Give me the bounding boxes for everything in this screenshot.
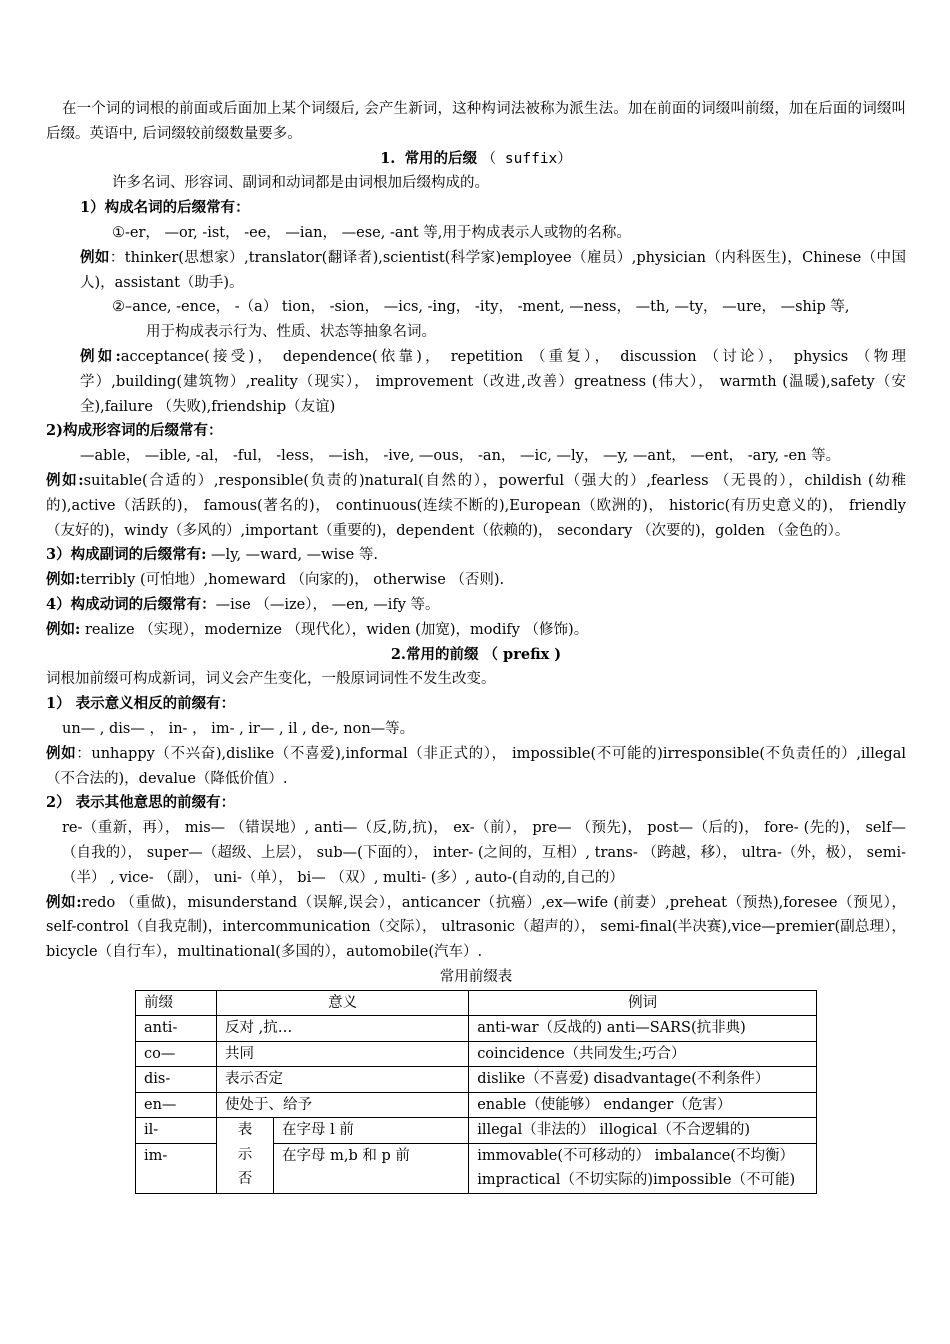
row-meaning: 使处于、给予: [217, 1092, 469, 1118]
document-page: [46, 97, 906, 1194]
noun-suffix-heading: 1）构成名词的后缀常有：: [80, 199, 250, 217]
row-prefix: anti-: [136, 1016, 217, 1042]
table-row: [136, 1092, 817, 1118]
row-examples: anti-war（反战的) anti—SARS(抗非典): [469, 1016, 817, 1042]
row-meaning: 表示否定: [217, 1067, 469, 1093]
adv-suffix-list: —ly, —ward, —wise 等.: [206, 547, 378, 564]
neg-prefix-heading: 1） 表示意义相反的前缀有：: [46, 695, 236, 713]
neg-example: [46, 742, 906, 792]
neg-example-label: 例如: [46, 744, 77, 762]
verb-suffix-list: —ise （—ize）， —en, —ify 等。: [215, 596, 440, 613]
table-header-row: [136, 990, 817, 1016]
section1-title-en: （ suffix）: [481, 150, 572, 167]
table-row: [136, 1041, 817, 1067]
noun-example2: [46, 345, 906, 419]
noun-example2-text: acceptance(接受)， dependence(依靠)， repetition （重复）， discussion （讨论）， physics （物理学）,building(建筑物）,reality（现实）， improvement（改进,改善）greatness (伟大）， warmth (温暖),safety（安全),failure （失败),friendship（友谊): [80, 348, 906, 415]
row-prefix: dis-: [136, 1067, 217, 1093]
row-meaning-negation: [217, 1118, 274, 1194]
noun-suffix-group2: ②–ance, -ence， -（a） tion， -sion， —ics, -ing， -ity， -ment, —ness， —th, —ty， —ure， —ship 等,: [112, 299, 850, 316]
noun-example2-label: 例如:: [80, 347, 121, 365]
verb-example: [46, 618, 906, 643]
adj-example: [46, 469, 906, 543]
header-meaning: 意义: [217, 990, 469, 1016]
row-examples: coincidence（共同发生;巧合）: [469, 1041, 817, 1067]
row-condition: 在字母 m,b 和 p 前: [274, 1143, 469, 1193]
row-examples: [469, 1143, 817, 1193]
header-examples: 例词: [469, 990, 817, 1016]
verb-suffix-heading: 4）构成动词的后缀常有：: [46, 595, 216, 613]
other-example-text: redo （重做)，misunderstand（误解,误会），anticancer（抗癌）,ex—wife (前妻）,preheat（预热),foresee（预见）， self-control（自我克制)，intercommunication（交际）， ultrasonic（超声的）， semi-final(半决赛),vice—premier(副总理），bicycle（自行车），multinational(多国的），automobile(汽车）.: [46, 894, 906, 961]
noun-suffix-group2-cont: 用于构成表示行为、性质、状态等抽象名词。: [146, 324, 436, 341]
noun-example1-label: 例如: [80, 248, 110, 266]
adj-example-label: 例如:: [46, 471, 84, 489]
row-prefix: en—: [136, 1092, 217, 1118]
row-meaning: 反对 ,抗…: [217, 1016, 469, 1042]
section1-title: [46, 147, 906, 172]
adv-example-text: terribly (可怕地）,homeward （向家的)， otherwise （否则).: [80, 572, 505, 589]
section1-title-num: 1.: [380, 149, 396, 167]
adv-example-label: 例如:: [46, 571, 81, 589]
adv-example: [46, 568, 906, 593]
row-prefix: il-: [136, 1118, 217, 1144]
adv-suffix-heading: 3）构成副词的后缀常有:: [46, 546, 207, 564]
row-examples: illegal（非法的） illogical（不合逻辑的): [469, 1118, 817, 1144]
row-examples: enable（使能够） endanger（危害）: [469, 1092, 817, 1118]
other-prefix-list: re-（重新，再）， mis— （错误地）, anti—（反,防,抗)， ex-（前）， pre— （预先)， post—（后的)， fore- (先的)， self—（自我的）， super—（超级、上层）， sub—(下面的）， inter- (之间的，互相）, trans- （跨越，移）， ultra-（外，极）， semi-（半） , vice- （副）， uni-（单）， bi— （双）, multi- (多）, auto-(自动的,自己的）: [62, 820, 906, 886]
noun-example1-text: ：thinker(思想家）,translator(翻译者),scientist(科学家)employee（雇员）,physician（内科医生)，Chinese（中国人)，assistant（助手)。: [80, 249, 906, 291]
verb-suffix-line: [46, 593, 906, 618]
neg-char: 否: [237, 1171, 253, 1188]
adv-suffix-line: [46, 543, 906, 568]
other-example-label: 例如:: [46, 893, 82, 911]
row-examples: dislike（不喜爱) disadvantage(不利条件）: [469, 1067, 817, 1093]
row-prefix: im-: [136, 1143, 217, 1193]
section1-title-cn: 常用的后缀: [404, 149, 478, 167]
neg-example-text: ：unhappy（不兴奋),dislike（不喜爱),informal（非正式的）， impossible(不可能的)irresponsible(不负责任的）,illegal（不合法的)，devalue（降低价值）.: [46, 745, 906, 787]
section2-summary: 词根加前缀可构成新词，词义会产生变化，一般原词词性不发生改变。: [46, 671, 496, 688]
row-meaning: 共同: [217, 1041, 469, 1067]
verb-example-text: realize （实现），modernize （现代化），widen (加宽)，modify （修饰)。: [80, 621, 589, 638]
prefix-table: [135, 990, 817, 1194]
header-prefix: 前缀: [136, 990, 217, 1016]
table-row: [136, 1067, 817, 1093]
section2-title: 2.常用的前缀 （ prefix ): [390, 645, 562, 663]
other-prefix-heading: 2） 表示其他意思的前缀有：: [46, 794, 236, 812]
table-row: [136, 1016, 817, 1042]
row-condition: 在字母 l 前: [274, 1118, 469, 1144]
row-examples-line: immovable(不可移动的） imbalance(不均衡）: [477, 1147, 794, 1164]
intro-paragraph: 在一个词的词根的前面或后面加上某个词缀后, 会产生新词，这种构词法被称为派生法。加在前面的词缀叫前缀，加在后面的词缀叫后缀。英语中, 后词缀较前缀数量要多。: [46, 101, 906, 142]
table-caption: 常用前缀表: [439, 968, 513, 985]
other-example: [46, 891, 906, 965]
noun-example1: [46, 246, 906, 296]
neg-prefix-list: un— , dis— ， in- ， im- , ir— , il , de-, non—等。: [62, 720, 415, 737]
verb-example-label: 例如:: [46, 620, 81, 638]
adj-suffix-heading: 2)构成形容词的后缀常有：: [46, 422, 223, 440]
neg-char: 示: [237, 1146, 253, 1163]
table-row: [136, 1118, 817, 1144]
noun-suffix-group1: ①-er， —or, -ist， -ee， —ian， —ese, -ant 等,用于构成表示人或物的名称。: [112, 224, 631, 241]
neg-char: 表: [237, 1122, 253, 1139]
row-examples-line: impractical（不切实际的)impossible（不可能): [477, 1172, 796, 1189]
section1-summary: 许多名词、形容词、副词和动词都是由词根加后缀构成的。: [112, 175, 489, 192]
row-prefix: co—: [136, 1041, 217, 1067]
adj-suffix-list: —able， —ible, -al， -ful， -less， —ish， -ive, —ous， -an， —ic, —ly， —y, —ant， —ent， -ary, -en 等。: [80, 448, 841, 465]
adj-example-text: suitable(合适的）,responsible(负责的)natural(自然的），powerful（强大的）,fearless （无畏的），childish (幼稚的),active（活跃的)， famous(著名的)， continuous(连续不断的),European（欧洲的)， historic(有历史意义的)， friendly（友好的)，windy（多风的）,important（重要的)，dependent（依赖的)， secondary （次要的)，golden （金色的）。: [46, 472, 906, 539]
